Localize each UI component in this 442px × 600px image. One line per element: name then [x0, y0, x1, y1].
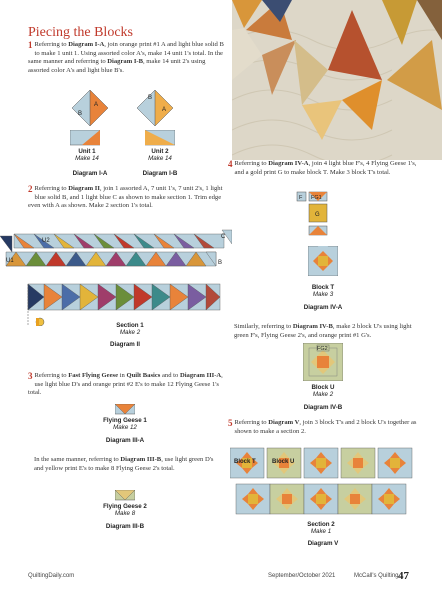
block-u-tag: Block U — [272, 459, 295, 465]
diagram-v-label: Diagram V — [307, 540, 339, 547]
flying-geese-2-label: Flying Geese 2 Make 8 — [103, 503, 147, 517]
step-1: 1 Referring to Diagram I-A, join orange print #1 A and light blue solid B to make 1 unit 1. Using assorted color A's, make 14 unit 1's total. In the same manner and referring to Diagram I-B, make 14 unit 2's using assorted color A's and light blue B's. — [28, 40, 224, 74]
flying-geese-2-diagram — [115, 490, 135, 502]
block-t-label: Block T Make 3 — [311, 284, 335, 298]
section-2-label: Section 2 Make 1 — [307, 521, 335, 535]
diagram-iva-label: Diagram IV-A — [303, 304, 343, 311]
diagram-ia-label: Diagram I-A — [72, 170, 108, 177]
diagram-ivb-label: Diagram IV-B — [303, 404, 343, 411]
footer-issue: September/October 2021 — [268, 573, 336, 579]
svg-text:B: B — [148, 95, 153, 101]
unit-1-finished — [70, 130, 100, 150]
flying-geese-1-label: Flying Geese 1 Make 12 — [103, 417, 147, 431]
svg-text:F: F — [299, 195, 303, 201]
svg-text:U1: U1 — [6, 258, 14, 264]
svg-text:U2: U2 — [42, 238, 50, 244]
svg-text:C: C — [221, 234, 226, 240]
block-t-exploded — [296, 191, 336, 241]
unit-2-finished — [145, 130, 175, 150]
svg-text:A: A — [162, 107, 167, 113]
diagram-ib-label: Diagram I-B — [142, 170, 178, 177]
tag-b: B — [78, 111, 83, 117]
quilt-photo — [232, 0, 442, 160]
step-3: 3 Referring to Fast Flying Geese in Quilt Basics and to Diagram III-A, use light blue D's and orange print #2 E's to make 12 Flying Geese 1's total. — [28, 371, 223, 397]
unit-1-label: Unit 1 Make 14 — [75, 148, 99, 162]
step-4: 4 Referring to Diagram IV-A, join 4 light blue F's, 4 Flying Geese 1's, and a gold print G to make block T. Make 3 block T's total. — [228, 159, 417, 176]
unit-1-diagram — [70, 88, 110, 128]
footer-site: QuiltingDaily.com — [28, 573, 75, 579]
step-3b: In the same manner, referring to Diagram III-B, use light green D's and yellow print E's to make 8 Flying Geese 2's total. — [34, 456, 214, 472]
page-number: 47 — [398, 570, 409, 582]
svg-text:FG2: FG2 — [317, 346, 328, 352]
diagram-v — [230, 446, 414, 518]
svg-text:FG1: FG1 — [311, 195, 322, 201]
footer-magazine: McCall's Quilting — [354, 573, 399, 579]
diagram-iiib-label: Diagram III-B — [105, 523, 145, 530]
svg-text:G: G — [315, 212, 320, 218]
step-2: 2 Referring to Diagram II, join 1 assorted A, 7 unit 1's, 7 unit 2's, 1 light blue solid B, and 1 light blue C as shown to make section 1. Trim edge even with A as shown. Make 2 section 1's total. — [28, 184, 223, 210]
svg-text:B: B — [218, 260, 223, 266]
diagram-ii — [0, 226, 232, 326]
step-4b: Similarly, referring to Diagram IV-B, make 2 block U's using light green F's, Flying Geese 2's, and orange print #1 G's. — [234, 323, 412, 339]
step-5: 5 Referring to Diagram V, join 3 block T's and 2 block U's together as shown to make a section 2. — [228, 418, 417, 435]
unit-2-label: Unit 2 Make 14 — [148, 148, 172, 162]
section-1-label: Section 1 Make 2 — [116, 322, 144, 336]
tag-a: A — [94, 102, 99, 108]
block-t — [308, 246, 338, 276]
unit-2-diagram — [135, 88, 175, 128]
page-title: Piecing the Blocks — [28, 25, 133, 40]
block-u-label: Block U Make 2 — [311, 384, 335, 398]
diagram-iiia-label: Diagram III-A — [105, 437, 145, 444]
diagram-ii-label: Diagram II — [110, 341, 140, 348]
block-t-tag: Block T — [234, 459, 256, 465]
flying-geese-1-diagram — [115, 404, 135, 416]
svg-text:A: A — [2, 244, 7, 250]
block-u — [303, 343, 343, 381]
